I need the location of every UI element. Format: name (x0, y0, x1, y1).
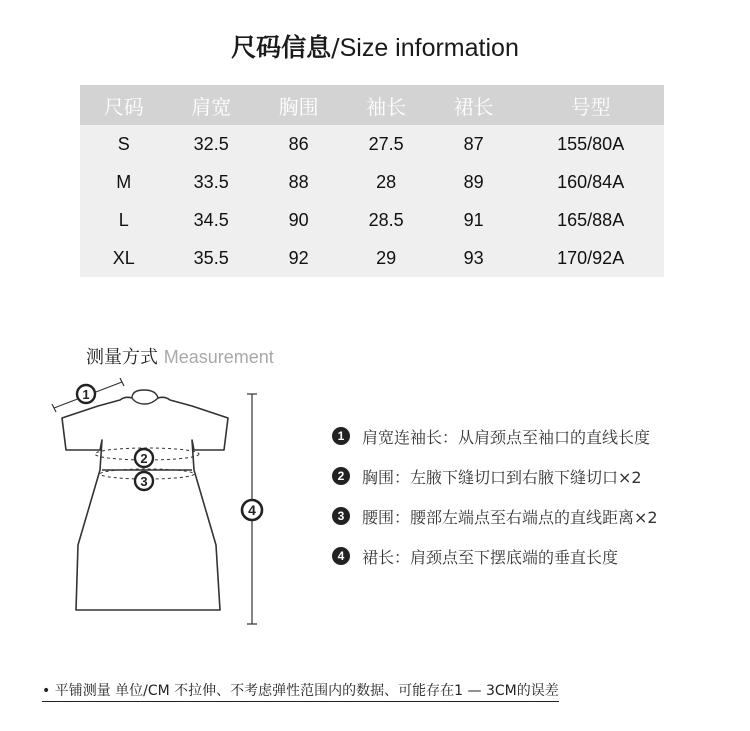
header-dress-length: 裙长 (430, 85, 517, 125)
cell-shoulder: 32.5 (193, 133, 229, 154)
page-title (0, 28, 750, 64)
cell-dress-length: 87 (463, 133, 484, 154)
cell-dress-length: 89 (463, 171, 484, 192)
title-en: Size information (339, 34, 519, 62)
cell-dress-length: 93 (463, 247, 484, 268)
title-cn: 尺码信息 (231, 33, 332, 62)
table-row (80, 125, 664, 163)
marker-1-label: 1 (82, 387, 90, 402)
table-row (80, 239, 664, 277)
legend-item (332, 426, 658, 446)
cell-model: 160/84A (557, 171, 625, 192)
header-sleeve: 袖长 (342, 85, 429, 125)
legend-item (332, 506, 658, 526)
legend-text: 腰围：腰部左端点至右端点的直线距离×2 (362, 507, 658, 527)
cell-size: M (116, 171, 132, 192)
cell-sleeve: 29 (376, 247, 397, 268)
cell-size: S (117, 133, 130, 154)
marker-2-label: 2 (140, 451, 148, 466)
legend-text: 肩宽连袖长：从肩颈点至袖口的直线长度 (362, 427, 651, 447)
measurement-title-cn: 测量方式 (86, 347, 158, 368)
header-bust: 胸围 (255, 85, 342, 125)
legend-text: 胸围：左腋下缝切口到右腋下缝切口×2 (362, 467, 642, 487)
legend-number-2-icon: 2 (332, 467, 350, 485)
cell-size: XL (112, 247, 135, 268)
dress-diagram (40, 370, 280, 630)
measurement-legend (332, 426, 658, 586)
legend-item (332, 546, 658, 566)
cell-bust: 88 (288, 171, 309, 192)
legend-text: 裙长：肩颈点至下摆底端的垂直长度 (362, 547, 619, 567)
cell-bust: 90 (288, 209, 309, 230)
legend-number-4-icon: 4 (332, 547, 350, 565)
cell-model: 165/88A (557, 209, 625, 230)
cell-size: L (118, 209, 129, 230)
title-separator: / (331, 33, 340, 62)
table-row (80, 201, 664, 239)
cell-shoulder: 34.5 (193, 209, 229, 230)
cell-bust: 92 (288, 247, 309, 268)
cell-shoulder: 33.5 (193, 171, 229, 192)
dress-outline-icon (62, 397, 228, 610)
cell-sleeve: 28.5 (368, 209, 404, 230)
measurement-title (86, 343, 274, 369)
size-table-header (80, 85, 664, 125)
marker-4-label: 4 (248, 502, 256, 518)
cell-model: 170/92A (557, 247, 625, 268)
legend-number-3-icon: 3 (332, 507, 350, 525)
cell-shoulder: 35.5 (193, 247, 229, 268)
size-table (80, 85, 664, 277)
cell-sleeve: 28 (376, 171, 397, 192)
legend-item (332, 466, 658, 486)
cell-bust: 86 (288, 133, 309, 154)
collar-icon (132, 390, 158, 404)
cell-dress-length: 91 (463, 209, 484, 230)
measurement-title-en: Measurement (163, 347, 274, 367)
marker-3-label: 3 (140, 474, 148, 489)
table-row (80, 163, 664, 201)
header-shoulder: 肩宽 (167, 85, 254, 125)
header-model: 号型 (517, 85, 664, 125)
cell-model: 155/80A (557, 133, 625, 154)
cell-sleeve: 27.5 (368, 133, 404, 154)
legend-number-1-icon: 1 (332, 427, 350, 445)
header-size: 尺码 (80, 85, 167, 125)
measurement-note: • 平铺测量 单位/CM 不拉伸、不考虑弹性范围内的数据、可能存在1 — 3CM的误差 (42, 680, 559, 702)
